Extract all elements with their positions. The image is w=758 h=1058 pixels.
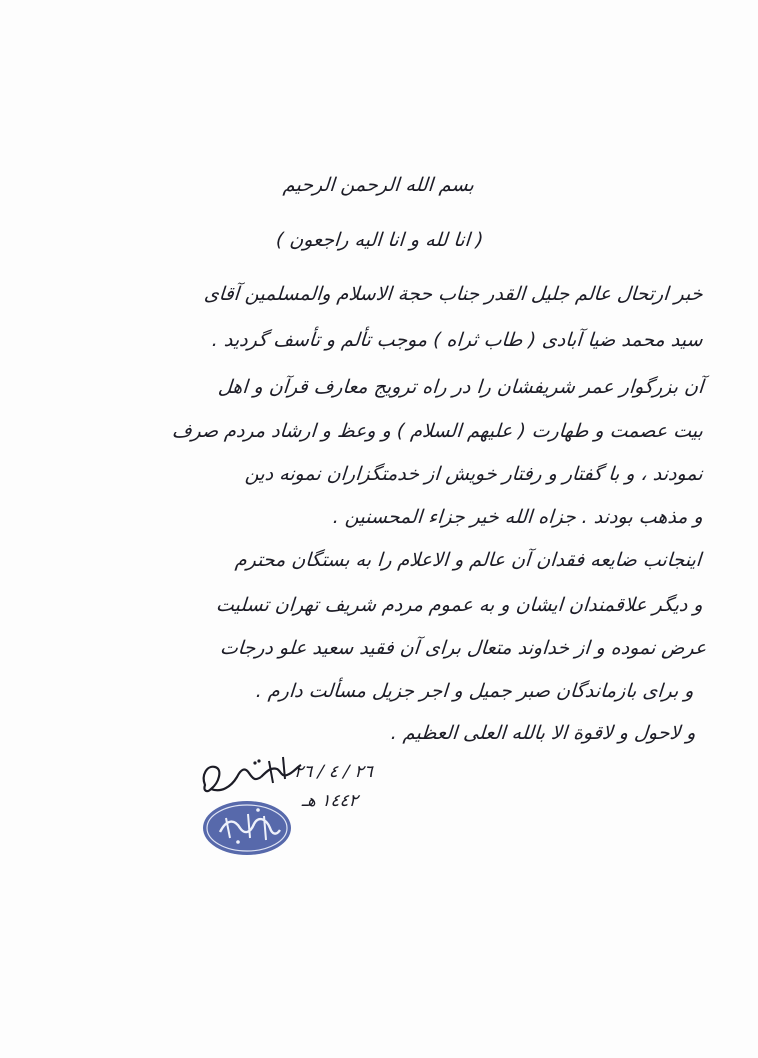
letter-line-3: آن بزرگوار عمر شریفشان را در راه ترویج معارف قرآن و اهل xyxy=(216,376,704,398)
letter-line-2: سید محمد ضیا آبادی ( طاب ثراه ) موجب تألم و تأسف گردید . xyxy=(211,329,704,351)
letter-line-4: بیت عصمت و طهارت ( علیهم السلام ) و وعظ و ارشاد مردم صرف xyxy=(171,420,704,442)
date-line-1: ٢٦ / ٤ / ٢٦ xyxy=(293,762,374,782)
letter-line-1: خبر ارتحال عالم جلیل القدر جناب حجة الاسلام والمسلمین آقای xyxy=(203,283,704,305)
letter-line-8: و دیگر علاقمندان ایشان و به عموم مردم شریف تهران تسلیت xyxy=(215,594,704,616)
letter-line-9: عرض نموده و از خداوند متعال برای آن فقید سعید علو درجات xyxy=(218,637,707,659)
closing-line: و لاحول و لاقوة الا بالله العلی العظیم . xyxy=(390,722,697,744)
letter-line-10: و برای بازماندگان صبر جمیل و اجر جزیل مسألت دارم . xyxy=(255,680,695,702)
istirja: ( انا لله و انا الیه راجعون ) xyxy=(275,229,485,251)
letter-line-5: نمودند ، و با گفتار و رفتار خویش از خدمتگزاران نمونه دین xyxy=(244,463,704,485)
basmala: بسم الله الرحمن الرحیم xyxy=(282,174,475,196)
date-line-2: ١٤٤٢ هـ xyxy=(301,791,359,811)
letter-line-6: و مذهب بودند . جزاه الله خیر جزاء المحسنین . xyxy=(332,506,704,528)
letter-line-7: اینجانب ضایعه فقدان آن عالم و الاعلام را به بستگان محترم xyxy=(233,549,702,571)
seal-stamp xyxy=(200,798,295,858)
